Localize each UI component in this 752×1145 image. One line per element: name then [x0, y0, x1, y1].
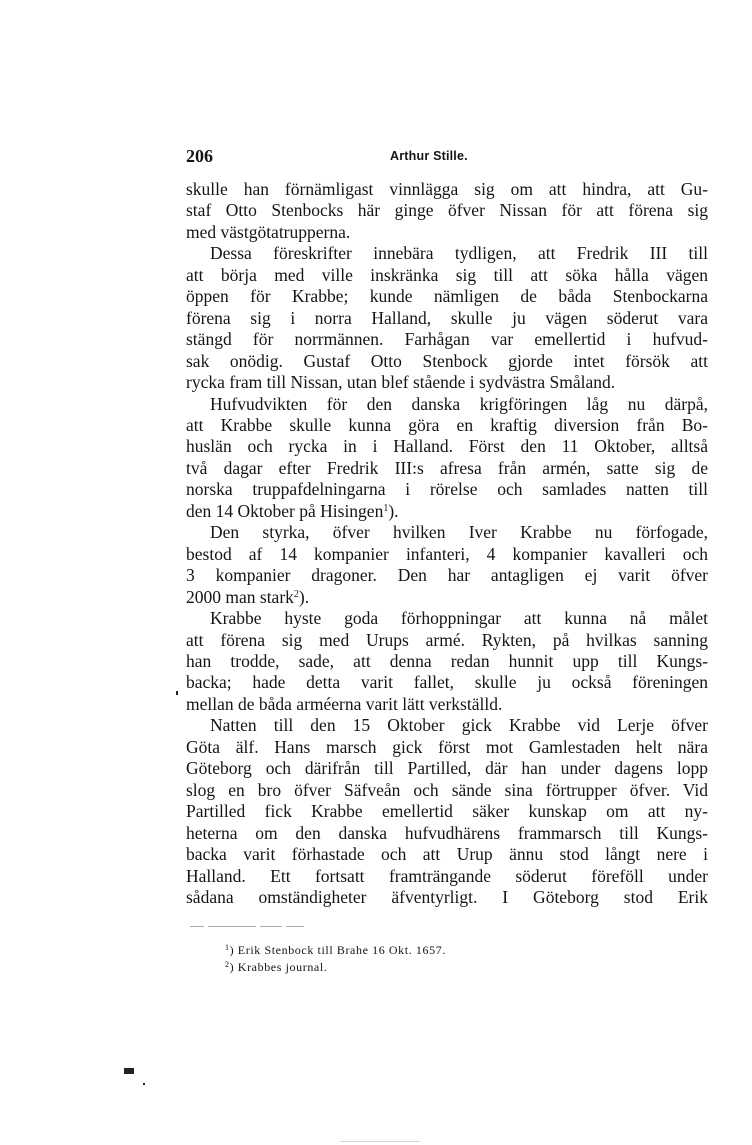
text-line-content: stängd för norrmännen. Farhågan var emellertid i hufvud-	[186, 329, 708, 350]
text-line	[186, 394, 708, 415]
footnote-text: ) Krabbes journal.	[229, 960, 328, 974]
text-line-content: backa; hade detta varit fallet, skulle ju också föreningen	[186, 672, 708, 693]
scan-artifact-dot	[143, 1083, 145, 1085]
text-line-content: 2000 man stark	[186, 586, 294, 607]
text-line-content: sådana omständigheter äfventyrligt. I Göteborg stod Erik	[186, 886, 708, 907]
text-line	[186, 866, 708, 887]
text-line	[186, 758, 708, 779]
text-line-content: Göteborg och därifrån till Partilled, där han under dagens lopp	[186, 758, 708, 779]
text-line-content: norska truppafdelningarna i rörelse och samlades natten till	[186, 479, 708, 500]
scan-artifact-mark	[124, 1068, 134, 1074]
text-line-content: staf Otto Stenbocks här ginge öfver Nissan för att förena sig	[186, 200, 708, 221]
footnote-ref: 1	[383, 502, 389, 514]
text-line-content: han trodde, sade, att denna redan hunnit upp till Kungs-	[186, 650, 708, 671]
text-line	[186, 694, 708, 715]
footnote-mark: 2	[225, 960, 230, 969]
text-line-content: Hufvudvikten för den danska krigföringen låg nu därpå,	[210, 393, 708, 414]
text-line	[186, 372, 708, 393]
text-line-content: heterna om den danska hufvudhärens frammarsch till Kungs-	[186, 822, 708, 843]
footnotes	[225, 942, 446, 976]
text-line-content: Den styrka, öfver hvilken Iver Krabbe nu förfogade,	[210, 522, 708, 543]
text-line-content: förena sig i norra Halland, skulle ju vägen söderut vara	[186, 307, 708, 328]
text-line-content: backa varit förhastade och att Urup ännu stod långt nere i	[186, 844, 708, 865]
text-line	[186, 286, 708, 307]
text-line-content: den 14 Oktober på Hisingen	[186, 500, 384, 521]
text-line	[186, 415, 708, 436]
text-line	[186, 458, 708, 479]
text-line	[186, 715, 708, 736]
text-line	[186, 630, 708, 651]
text-line-content: slog en bro öfver Säfveån och sände sina förtrupper öfver. Vid	[186, 779, 708, 800]
text-line-suffix: ).	[298, 586, 310, 607]
text-line-content: två dagar efter Fredrik III:s afresa från armén, satte sig de	[186, 457, 708, 478]
footnote	[225, 959, 446, 976]
text-line-content: att börja med ville inskränka sig till att söka hålla vägen	[186, 264, 708, 285]
text-line	[186, 243, 708, 264]
text-line	[186, 565, 708, 586]
text-line-content: Halland. Ett fortsatt framträngande söderut föreföll under	[186, 865, 708, 886]
text-line	[186, 737, 708, 758]
text-line	[186, 222, 708, 243]
footnote-rule	[190, 926, 314, 928]
text-line	[186, 780, 708, 801]
text-line-content: att förena sig med Urups armé. Rykten, på hvilkas sanning	[186, 629, 708, 650]
text-line-content: öppen för Krabbe; kunde nämligen de båda Stenbockarna	[186, 286, 708, 307]
footnote	[225, 942, 446, 959]
text-line-content: Partilled fick Krabbe emellertid säker kunskap om att ny-	[186, 801, 708, 822]
text-line-content: skulle han förnämligast vinnlägga sig om att hindra, att Gu-	[186, 179, 708, 199]
text-line-content: Dessa föreskrifter innebära tydligen, att Fredrik III till	[210, 243, 708, 264]
text-line-content: huslän och rycka in i Halland. Först den 11 Oktober, alltså	[186, 436, 708, 457]
text-line-content: med västgötatrupperna.	[186, 221, 351, 242]
text-line-content: Göta älf. Hans marsch gick först mot Gamlestaden helt nära	[186, 736, 708, 757]
text-line	[186, 801, 708, 822]
running-head: Arthur Stille.	[390, 149, 468, 163]
text-line	[186, 823, 708, 844]
scan-artifact-comma	[176, 691, 178, 695]
text-line-content: bestod af 14 kompanier infanteri, 4 kompanier kavalleri och	[186, 543, 708, 564]
text-line	[186, 200, 708, 221]
footnote-text: ) Erik Stenbock till Brahe 16 Okt. 1657.	[229, 943, 446, 957]
text-line-content: Krabbe hyste goda förhoppningar att kunna nå målet	[210, 608, 708, 629]
footnote-mark: 1	[225, 943, 230, 952]
text-line	[186, 587, 708, 608]
text-line	[186, 308, 708, 329]
body-text	[186, 179, 708, 908]
text-line-content: mellan de båda arméerna varit lätt verkställd.	[186, 693, 503, 714]
text-line	[186, 672, 708, 693]
text-line	[186, 544, 708, 565]
text-line-content: att Krabbe skulle kunna göra en kraftig diversion från Bo-	[186, 414, 708, 435]
text-line	[186, 436, 708, 457]
text-line	[186, 501, 708, 522]
text-line	[186, 844, 708, 865]
footnote-ref: 2	[293, 588, 299, 600]
text-line	[186, 351, 708, 372]
text-line	[186, 179, 708, 200]
text-line-content: rycka fram till Nissan, utan blef stående i sydvästra Småland.	[186, 372, 616, 393]
text-line	[186, 608, 708, 629]
bleed-through-line	[340, 1141, 420, 1142]
text-line-content: 3 kompanier dragoner. Den har antagligen ej varit öfver	[186, 565, 708, 586]
page-number: 206	[186, 146, 213, 166]
text-line	[186, 265, 708, 286]
text-line	[186, 329, 708, 350]
text-line	[186, 651, 708, 672]
text-line-suffix: ).	[388, 500, 399, 521]
text-line-content: sak onödig. Gustaf Otto Stenbock gjorde intet försök att	[186, 350, 708, 371]
text-line	[186, 522, 708, 543]
text-line-content: Natten till den 15 Oktober gick Krabbe vid Lerje öfver	[210, 715, 708, 736]
text-line	[186, 479, 708, 500]
text-line	[186, 887, 708, 908]
